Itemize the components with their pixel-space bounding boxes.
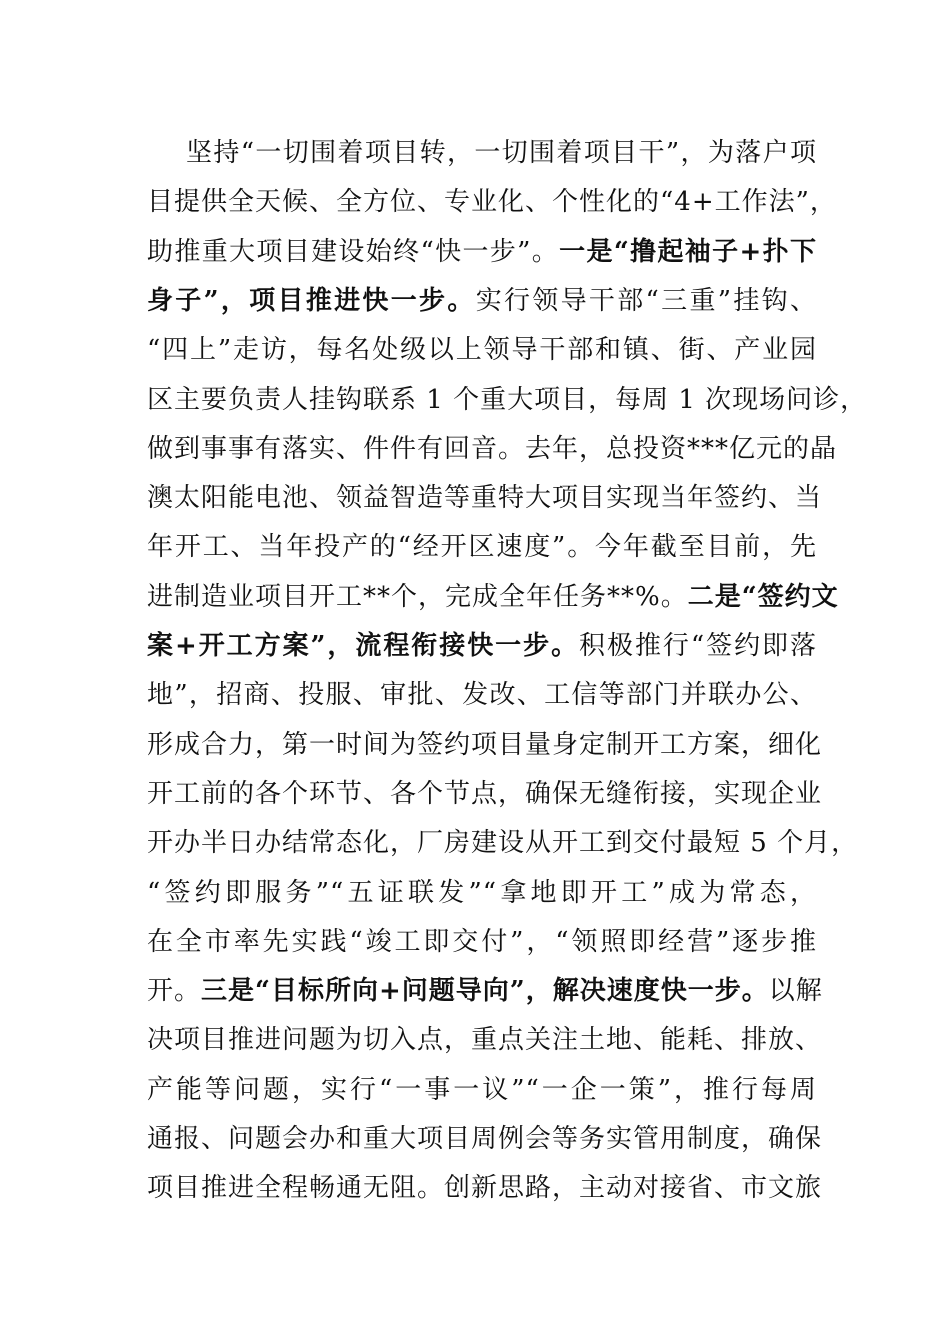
text-line: [147, 577, 839, 617]
text-line: [147, 429, 838, 469]
text-run: “四上”走访，每名处级以上领导干部和镇、街、产业园: [147, 335, 817, 366]
text-line: [147, 527, 817, 567]
text-run: 开工前的各个环节、各个节点，确保无缝衔接，实现企业: [147, 778, 823, 809]
bold-text-run: 二是“签约文: [687, 581, 839, 612]
text-line: [147, 626, 817, 666]
text-line: [147, 478, 823, 518]
text-line: [147, 330, 817, 370]
text-run: “签约即服务”“五证联发”“拿地即开工”成为常态，: [147, 877, 817, 908]
text-line: [147, 774, 823, 814]
text-line: [147, 922, 817, 962]
text-run: 开。: [147, 976, 202, 1007]
text-run: 以解: [768, 976, 823, 1007]
text-run: 目提供全天候、全方位、专业化、个性化的“4+工作法”，: [147, 187, 837, 218]
text-run: 产能等问题，实行“一事一议”“一企一策”，推行每周: [147, 1074, 817, 1105]
text-run: 通报、问题会办和重大项目周例会等务实管用制度，确保: [147, 1124, 823, 1154]
text-run: 做到事事有落实、件件有回音。去年，总投资***亿元的晶: [147, 433, 838, 464]
text-run: 开办半日办结常态化，厂房建设从开工到交付最短 5 个月，: [147, 828, 859, 859]
text-line: [147, 1070, 817, 1110]
text-run: 形成合力，第一时间为签约项目量身定制开工方案，细化: [147, 729, 823, 760]
text-line: [147, 1168, 823, 1208]
text-line: [147, 971, 823, 1011]
text-run: 年开工、当年投产的“经开区速度”。今年截至目前，先: [147, 532, 817, 563]
text-run: 地”，招商、投服、审批、发改、工信等部门并联办公、: [147, 680, 817, 711]
text-run: 在全市率先实践“竣工即交付”，“领照即经营”逐步推: [147, 926, 817, 957]
text-run: 决项目推进问题为切入点，重点关注土地、能耗、排放、: [147, 1025, 823, 1056]
text-line: [147, 1119, 823, 1159]
text-line: [147, 182, 837, 222]
text-line: [147, 725, 823, 765]
text-run: 助推重大项目建设始终“快一步”。: [147, 236, 560, 267]
text-line: [147, 281, 817, 321]
text-line: [147, 1020, 823, 1060]
text-line: [147, 380, 868, 420]
bold-text-run: 案+开工方案”，流程衔接快一步。: [147, 631, 580, 661]
bold-text-run: 三是“目标所向+问题导向”，解决速度快一步。: [201, 976, 769, 1007]
text-line: [147, 873, 817, 913]
text-line: [147, 232, 817, 272]
text-run: 澳太阳能电池、领益智造等重特大项目实现当年签约、当: [147, 483, 823, 514]
text-run: 项目推进全程畅通无阻。创新思路，主动对接省、市文旅: [147, 1173, 823, 1204]
text-run: 区主要负责人挂钩联系 1 个重大项目，每周 1 次现场问诊，: [147, 384, 868, 415]
text-run: 坚持“一切围着项目转，一切围着项目干”，为落户项: [186, 138, 817, 168]
text-run: 实行领导干部“三重”挂钩、: [475, 285, 817, 316]
bold-text-run: 一是“撸起袖子+扑下: [559, 236, 817, 267]
text-line: [186, 133, 817, 173]
text-run: 进制造业项目开工**个，完成全年任务**%。: [147, 581, 688, 612]
text-run: 积极推行“签约即落: [579, 631, 817, 661]
bold-text-run: 身子”，项目推进快一步。: [147, 285, 476, 316]
text-line: [147, 823, 859, 863]
text-line: [147, 675, 817, 715]
